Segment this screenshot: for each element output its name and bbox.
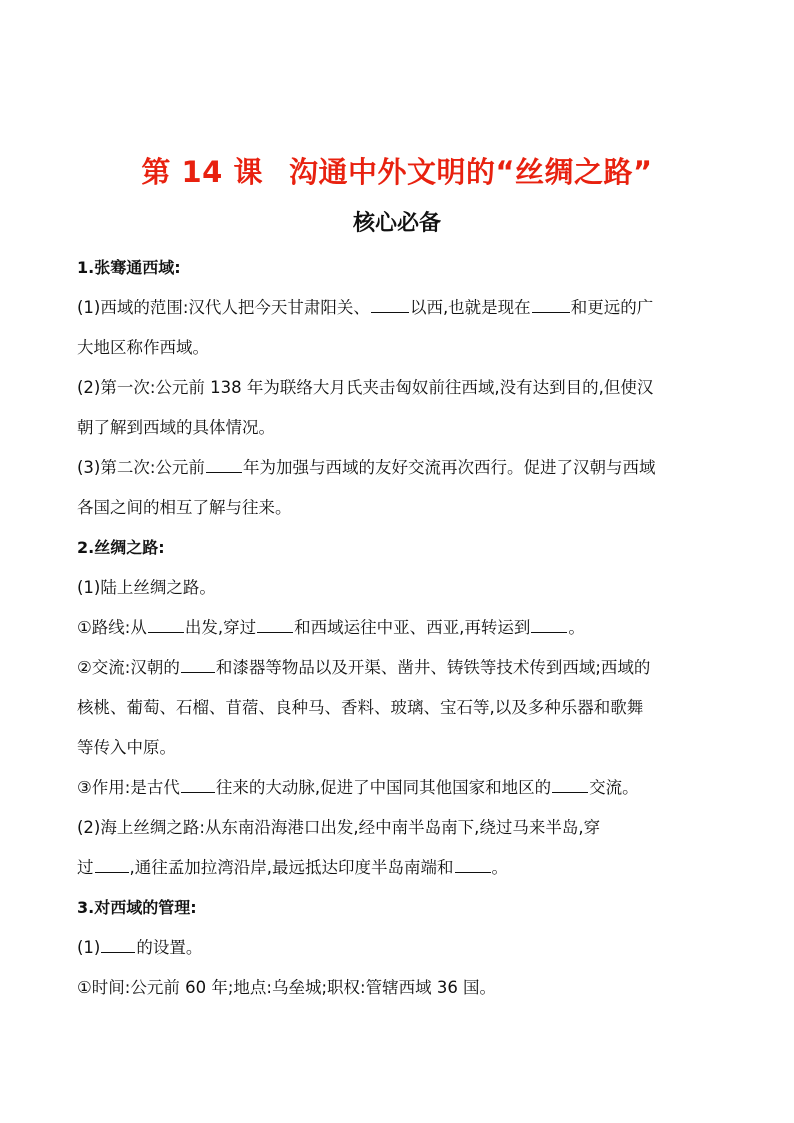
s2-exchange-line3: 等传入中原。 <box>77 738 176 757</box>
s2-exchange-line2: 核桃、葡萄、石榴、苜蓿、良种马、香料、玻璃、宝石等,以及多种乐器和歌舞 <box>77 698 644 717</box>
fill-blank[interactable] <box>95 856 129 873</box>
fill-blank[interactable] <box>532 296 570 313</box>
s1-p2-line1: (2)第一次:公元前 138 年为联络大月氏夹击匈奴前往西域,没有达到目的,但使汉 <box>77 378 654 397</box>
fill-blank[interactable] <box>181 776 215 793</box>
fill-blank[interactable] <box>206 456 242 473</box>
s3-p1: (1) 的设置。 <box>77 938 203 957</box>
s1-p2-line2: 朝了解到西域的具体情况。 <box>77 418 275 437</box>
s1-p1-line1: (1)西域的范围:汉代人把今天甘肃阳关、 以西,也就是现在 和更远的广 <box>77 298 654 317</box>
lesson-number: 第 14 课 <box>141 155 263 189</box>
s2-exchange-line1: ②交流:汉朝的 和漆器等物品以及开渠、凿井、铸铁等技术传到西域;西域的 <box>77 658 651 677</box>
section-heading-3: 3.对西域的管理: <box>77 898 197 917</box>
fill-blank[interactable] <box>181 656 215 673</box>
s1-p3-line2: 各国之间的相互了解与往来。 <box>77 498 292 517</box>
s2-sea-line1: (2)海上丝绸之路:从东南沿海港口出发,经中南半岛南下,绕过马来半岛,穿 <box>77 818 601 837</box>
s1-p3-line1: (3)第二次:公元前 年为加强与西域的友好交流再次西行。促进了汉朝与西域 <box>77 458 656 477</box>
s3-p2: ①时间:公元前 60 年;地点:乌垒城;职权:管辖西域 36 国。 <box>77 978 497 997</box>
s1-p1-line2: 大地区称作西域。 <box>77 338 209 357</box>
lesson-topic: 沟通中外文明的“丝绸之路” <box>288 155 653 189</box>
fill-blank[interactable] <box>531 616 567 633</box>
fill-blank[interactable] <box>257 616 293 633</box>
s2-route: ①路线:从 出发,穿过 和西域运往中亚、西亚,再转运到 。 <box>77 618 585 637</box>
lesson-title <box>0 150 794 191</box>
fill-blank[interactable] <box>101 936 135 953</box>
s2-sea-line2: 过 ,通往孟加拉湾沿岸,最远抵达印度半岛南端和 。 <box>77 858 508 877</box>
body-content <box>77 248 722 1008</box>
fill-blank[interactable] <box>455 856 491 873</box>
section-heading-2: 2.丝绸之路: <box>77 538 165 557</box>
fill-blank[interactable] <box>552 776 588 793</box>
s2-land-title: (1)陆上丝绸之路。 <box>77 578 216 597</box>
section-heading-1: 1.张骞通西域: <box>77 258 181 277</box>
fill-blank[interactable] <box>148 616 184 633</box>
s2-function: ③作用:是古代 往来的大动脉,促进了中国同其他国家和地区的 交流。 <box>77 778 639 797</box>
section-subtitle: 核心必备 <box>352 211 441 236</box>
fill-blank[interactable] <box>371 296 409 313</box>
